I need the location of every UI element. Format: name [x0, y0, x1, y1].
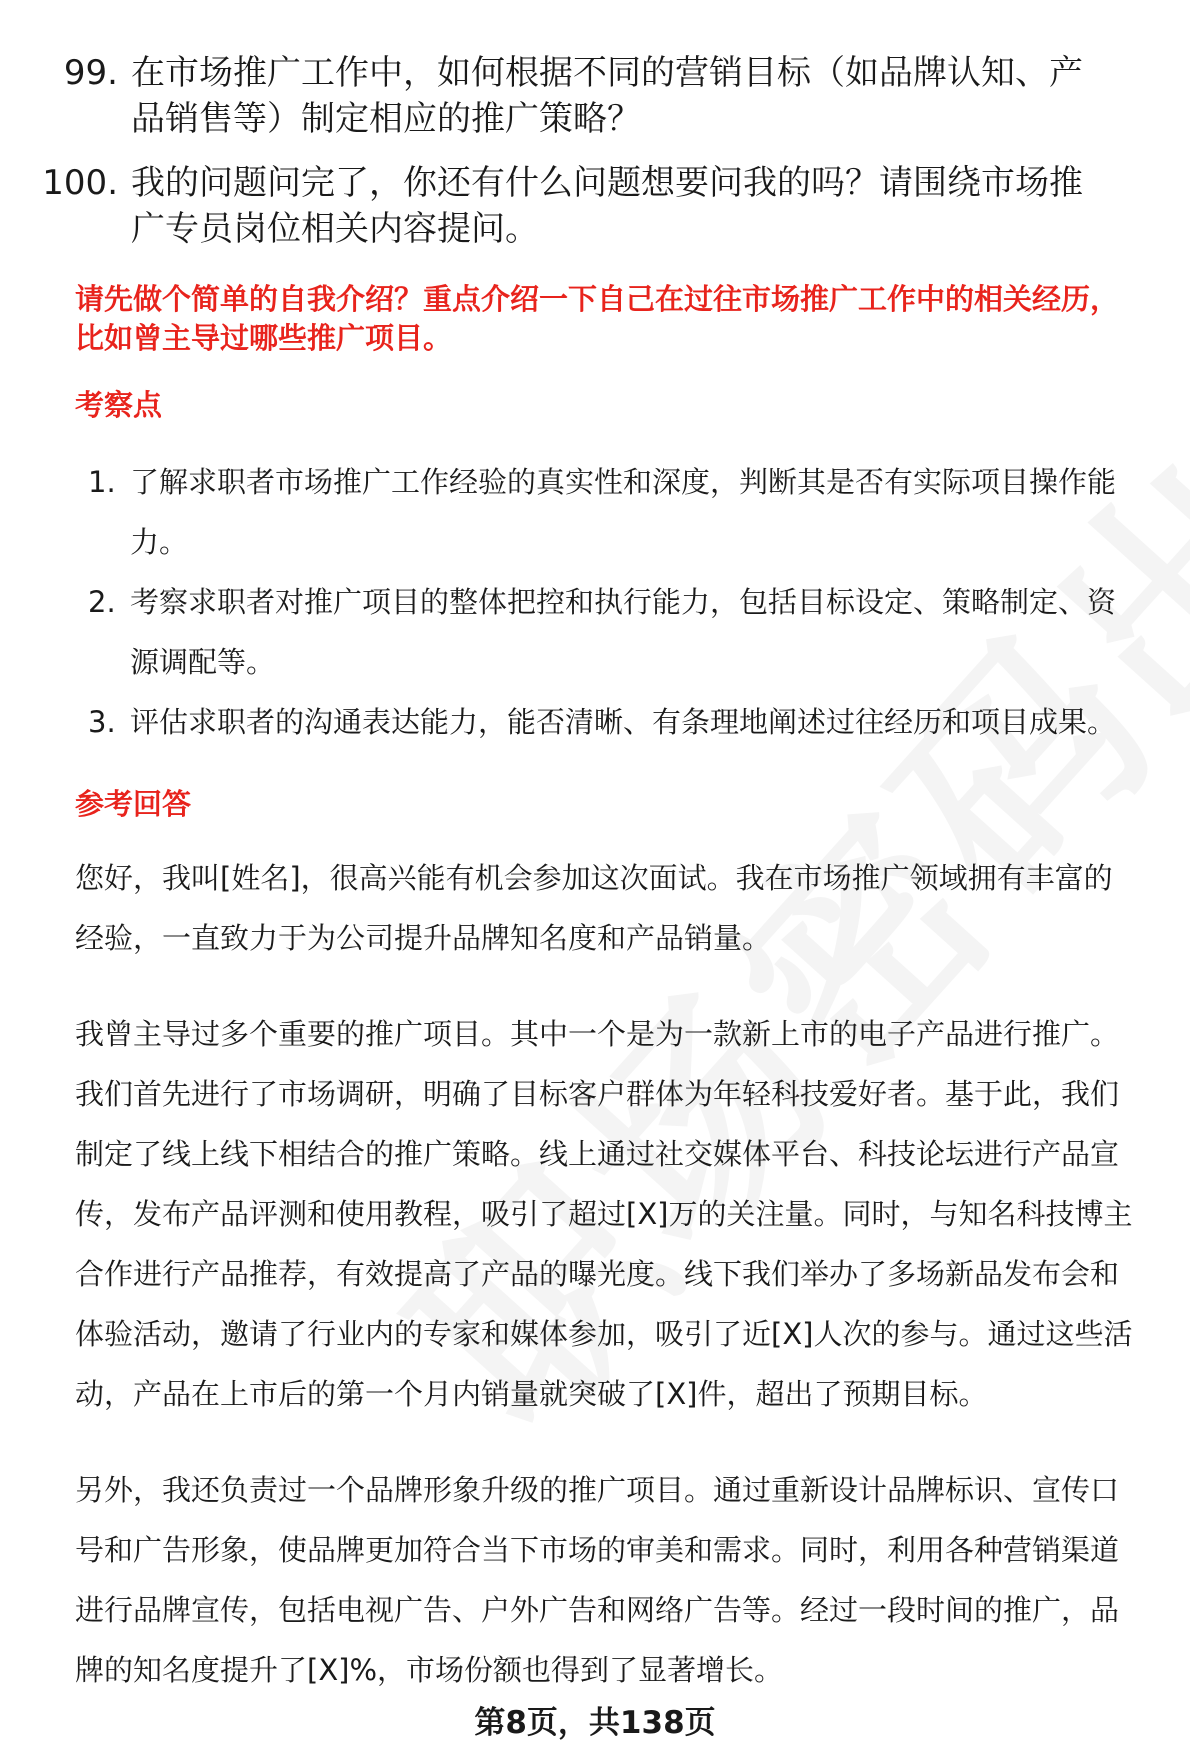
page-indicator: 第8页，共138页	[474, 1705, 716, 1741]
point-number: 3.	[88, 705, 116, 739]
question-100	[0, 160, 1190, 252]
answer-line: 我曾主导过多个重要的推广项目。其中一个是为一款新上市的电子产品进行推广。	[75, 1017, 1120, 1051]
focus-question	[75, 280, 1155, 358]
answer-paragraph-3	[75, 1460, 1165, 1700]
question-99	[0, 50, 1190, 142]
question-line: 品销售等）制定相应的推广策略？	[131, 99, 641, 139]
point-text	[130, 692, 1160, 752]
question-line: 在市场推广工作中，如何根据不同的营销目标（如品牌认知、产	[131, 53, 1083, 93]
answer-paragraph-2	[75, 1004, 1165, 1424]
answer-line: 经验，一直致力于为公司提升品牌知名度和产品销量。	[75, 921, 772, 955]
point-line: 力。	[130, 525, 189, 559]
point-number: 1.	[88, 465, 116, 499]
answer-line: 制定了线上线下相结合的推广策略。线上通过社交媒体平台、科技论坛进行产品宣	[75, 1137, 1120, 1171]
reference-heading: 参考回答	[75, 787, 192, 821]
answer-line: 您好，我叫[姓名]，很高兴能有机会参加这次面试。我在市场推广领域拥有丰富的	[75, 861, 1113, 895]
answer-line: 我们首先进行了市场调研，明确了目标客户群体为年轻科技爱好者。基于此，我们	[75, 1077, 1120, 1111]
point-line: 了解求职者市场推广工作经验的真实性和深度，判断其是否有实际项目操作能	[130, 465, 1117, 499]
point-line: 评估求职者的沟通表达能力，能否清晰、有条理地阐述过往经历和项目成果。	[130, 705, 1117, 739]
focus-question-line: 请先做个简单的自我介绍？重点介绍一下自己在过往市场推广工作中的相关经历，	[75, 282, 1120, 316]
answer-line: 传，发布产品评测和使用教程，吸引了超过[X]万的关注量。同时，与知名科技博主	[75, 1197, 1133, 1231]
answer-line: 另外，我还负责过一个品牌形象升级的推广项目。通过重新设计品牌标识、宣传口	[75, 1473, 1120, 1507]
answer-line: 动，产品在上市后的第一个月内销量就突破了[X]件，超出了预期目标。	[75, 1377, 988, 1411]
question-text	[131, 50, 1166, 142]
answer-line: 进行品牌宣传，包括电视广告、户外广告和网络广告等。经过一段时间的推广，品	[75, 1593, 1120, 1627]
point-text	[130, 572, 1160, 692]
answer-paragraph-1	[75, 848, 1165, 968]
point-line: 源调配等。	[130, 645, 276, 679]
answer-line: 号和广告形象，使品牌更加符合当下市场的审美和需求。同时，利用各种营销渠道	[75, 1533, 1120, 1567]
point-number: 2.	[88, 585, 116, 619]
question-text	[131, 160, 1166, 252]
question-number: 100.	[42, 163, 118, 203]
question-number: 99.	[63, 53, 118, 93]
answer-line: 体验活动，邀请了行业内的专家和媒体参加，吸引了近[X]人次的参与。通过这些活	[75, 1317, 1133, 1351]
question-line: 广专员岗位相关内容提问。	[131, 209, 539, 249]
point-line: 考察求职者对推广项目的整体把控和执行能力，包括目标设定、策略制定、资	[130, 585, 1117, 619]
answer-line: 合作进行产品推荐，有效提高了产品的曝光度。线下我们举办了多场新品发布会和	[75, 1257, 1120, 1291]
focus-question-line: 比如曾主导过哪些推广项目。	[75, 321, 453, 355]
answer-line: 牌的知名度提升了[X]%，市场份额也得到了显著增长。	[75, 1653, 784, 1687]
assessment-heading: 考察点	[75, 388, 163, 422]
question-line: 我的问题问完了，你还有什么问题想要问我的吗？请围绕市场推	[131, 163, 1083, 203]
point-text	[130, 452, 1160, 572]
